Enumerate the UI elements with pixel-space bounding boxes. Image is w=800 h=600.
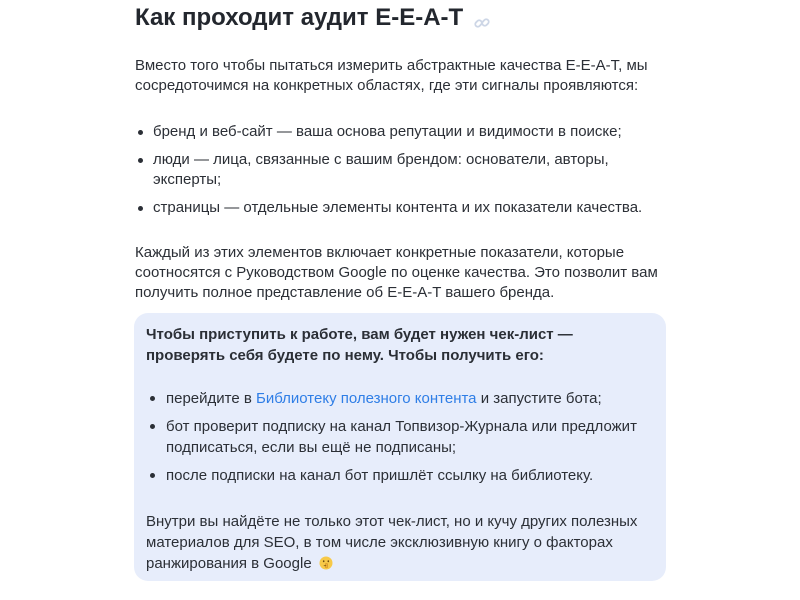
callout-outro-text: Внутри вы найдёте не только этот чек-лист, но и кучу других полезных материалов для SEO, в том числе эксклюзивную книгу о факторах ранжирования в Google bbox=[146, 513, 638, 572]
step-text-after: и запустите бота; bbox=[476, 390, 602, 407]
library-link[interactable]: Библиотеку полезного контента bbox=[256, 390, 477, 407]
list-item: бот проверит подписку на канал Топвизор-Журнала или предложит подписаться, если вы ещё не подписаны; bbox=[146, 416, 654, 458]
intro-paragraph: Вместо того чтобы пытаться измерить абстрактные качества E-E-A-T, мы сосредоточимся на конкретных областях, где эти сигналы проявляются: bbox=[135, 57, 648, 94]
article bbox=[135, 0, 665, 303]
summary-paragraph: Каждый из этих элементов включает конкретные показатели, которые соотносятся с Руководством Google по оценке качества. Это позволит вам получить полное представление об E-E-A-T вашего бренда. bbox=[135, 244, 658, 301]
list-item: после подписки на канал бот пришлёт ссылку на библиотеку. bbox=[146, 465, 654, 486]
step-text-before: перейдите в bbox=[166, 390, 257, 407]
list-item bbox=[146, 388, 654, 409]
callout-steps-list bbox=[146, 388, 654, 486]
list-item: бренд и веб-сайт — ваша основа репутации и видимости в поиске; bbox=[135, 122, 665, 142]
list-item: люди — лица, связанные с вашим брендом: основатели, авторы, эксперты; bbox=[135, 150, 665, 190]
section-heading-text: Как проходит аудит E-E-A-T bbox=[135, 4, 464, 31]
checklist-callout bbox=[134, 313, 666, 581]
list-item: страницы — отдельные элементы контента и их показатели качества. bbox=[135, 198, 665, 218]
callout-lead: Чтобы приступить к работе, вам будет нужен чек-лист — проверять себя будете по нему. Чтобы получить его: bbox=[146, 326, 573, 364]
section-heading bbox=[135, 0, 665, 34]
shushing-face-emoji-icon bbox=[319, 555, 333, 569]
eeat-areas-list bbox=[135, 122, 665, 218]
link-icon[interactable] bbox=[473, 9, 491, 27]
callout-outro bbox=[146, 511, 654, 574]
